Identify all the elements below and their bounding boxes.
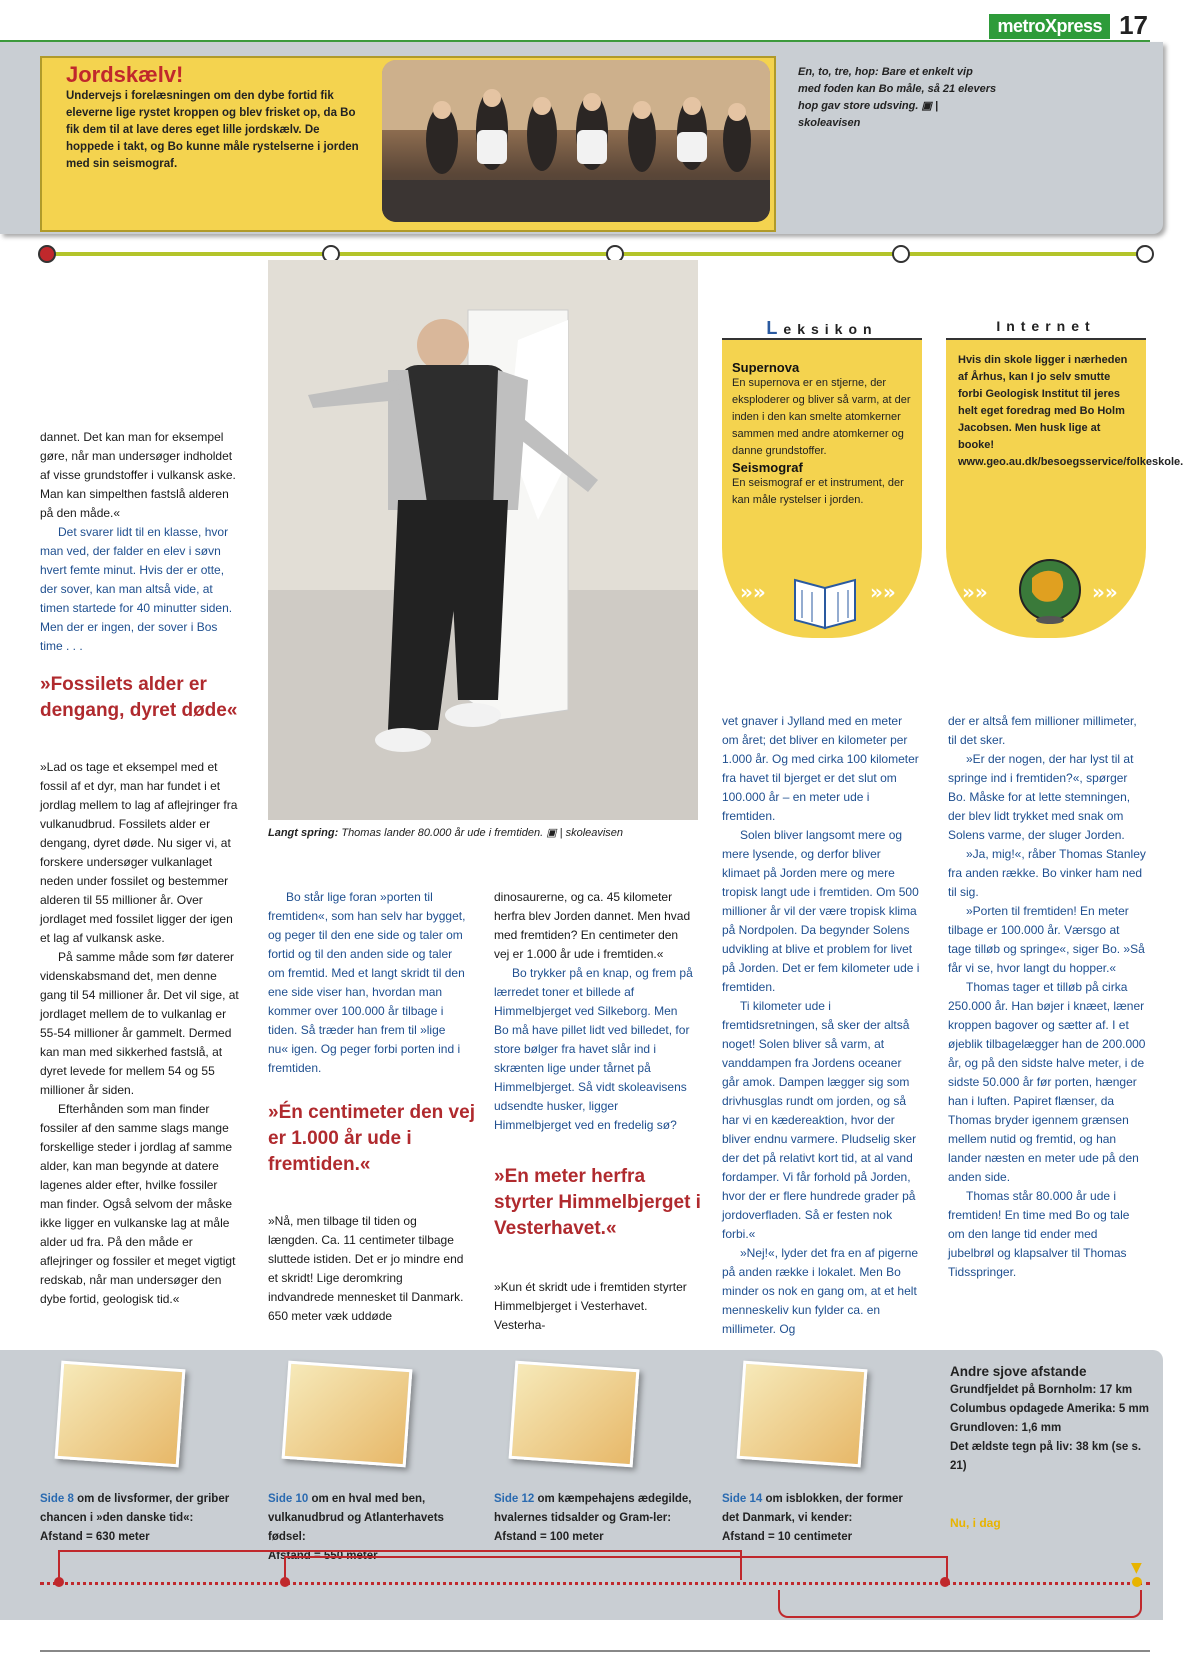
paragraph: Thomas står 80.000 år ude i fremtiden! En time med Bo og tale om den lange tid ender med jubelbrøl og klapsalver til Thomas Tidsspringer.: [948, 1189, 1130, 1279]
chevrons-icon: »»: [740, 580, 766, 604]
top-caption-text: En, to, tre, hop: Bare et enkelt vip med foden kan Bo måle, så 21 elevers hop gav store udsving.: [798, 66, 997, 112]
page-reference: Side 12: [494, 1493, 535, 1505]
paragraph: dannet. Det kan man for eksempel gøre, når man undersøger indholdet af visse grundstoffer i vulkansk aske. Man kan simpelthen fastslå alderen på den måde.«: [40, 430, 236, 520]
lexikon-content: [732, 360, 912, 509]
lexikon-rule: [722, 338, 922, 340]
nu-label: Nu, i dag: [950, 1516, 1001, 1530]
subheading: »En meter herfra styrter Himmelbjerget i Vesterhavet.«: [494, 1166, 701, 1239]
caption-bold: Langt spring:: [268, 827, 339, 839]
bottom-item-text: om de livsformer, der griber chancen i »den danske tid«:: [40, 1493, 230, 1524]
globe-icon: [1010, 548, 1090, 628]
bottom-item: [722, 1490, 922, 1547]
students-jumping-photo: [382, 60, 770, 222]
page-thumbnail: [282, 1361, 413, 1468]
timeline-point-now: [1132, 1577, 1142, 1587]
distance-label: Afstand = 630 meter: [40, 1531, 150, 1543]
subheading: »Én centimeter den vej er 1.000 år ude i fremtiden.«: [268, 1102, 475, 1175]
paragraph: »Nej!«, lyder det fra en af pigerne på anden række i lokalet. Men Bo minder os nok en gang om, at et helt menneskeliv kun fylder ca. en millimeter. Og: [722, 1246, 919, 1336]
chevrons-icon: »»: [962, 580, 988, 604]
internet-rule: [946, 338, 1146, 340]
article-column-3-cont: [494, 1278, 694, 1335]
page-reference: Side 10: [268, 1493, 309, 1505]
timeline-point: [940, 1577, 950, 1587]
arrow-down-icon: ▼: [1131, 1560, 1142, 1576]
andre-line: Grundloven: 1,6 mm: [950, 1422, 1062, 1434]
bottom-item: [40, 1490, 240, 1547]
andre-afstande: [950, 1362, 1150, 1476]
paragraph: Det svarer lidt til en klasse, hvor man ved, der falder en elev i søvn hvert femte minut. Hvis der er otte, der sover, kan man altså vide, at timen startede for 40 minutter siden. Men der er ingen, der sover i Bos time . . .: [40, 525, 233, 653]
andre-line: Columbus opdagede Amerika: 5 mm: [950, 1403, 1149, 1415]
lexikon-title: [722, 318, 922, 339]
brand-logo: metroXpress: [989, 14, 1110, 39]
page-reference: Side 8: [40, 1493, 74, 1505]
camera-icon: ▣: [921, 100, 932, 112]
chevrons-icon: »»: [870, 580, 896, 604]
timeline-point: [54, 1577, 64, 1587]
timeline-dot: [892, 245, 910, 263]
bottom-item-text: om en hval med ben, vulkanudbrud og Atlanterhavets fødsel:: [268, 1493, 444, 1543]
paragraph: Bo trykker på en knap, og frem på lærredet toner et billede af Himmelbjerget ved Silkeborg. Men Bo må have pillet lidt ved billedet, for store bølger fra havet slår ind i skrænten lige under tårnet på Himmelbjerget. Så vidt skoleavisens udsendte husker, ligger Himmelbjerget ved en fredelig sø?: [494, 966, 693, 1132]
andre-title: Andre sjove afstande: [950, 1364, 1087, 1379]
timeline-dot-start: [38, 245, 56, 263]
article-column-4: [722, 712, 920, 1339]
camera-icon: ▣: [546, 827, 557, 839]
article-column-2-cont: [268, 1212, 468, 1326]
paragraph: Solen bliver langsomt mere og mere lysende, og derfor bliver klimaet på Jorden mere og mere tropisk langt ude i fremtiden. Om 500 millioner år vil der være tropisk klima på Nordpolen. Da begynder Solens udvikling at blive et problem for livet på Jorden. Det er fem kilometer ude i fremtiden.: [722, 828, 920, 994]
top-caption-credit: | skoleavisen: [798, 100, 939, 129]
paragraph: vet gnaver i Jylland med en meter om året; det bliver en kilometer per 1.000 år. Og med cirka 100 kilometer fra havet til bjerget er det slut om 100.000 år – en meter ude i fremtiden.: [722, 714, 919, 823]
footer-divider: [40, 1650, 1150, 1652]
main-photo-caption: [268, 826, 698, 839]
internet-title: Internet: [996, 318, 1096, 334]
top-photo-caption: [798, 64, 998, 132]
timeline-point: [280, 1577, 290, 1587]
article-column-5: [948, 712, 1146, 1282]
caption-text: Thomas lander 80.000 år ude i fremtiden.: [341, 827, 544, 839]
thomas-jumping-photo: [268, 260, 698, 820]
paragraph: »Ja, mig!«, råber Thomas Stanley fra anden række. Bo vinker ham ned til sig.: [948, 847, 1146, 899]
paragraph: »Lad os tage et eksempel med et fossil af et dyr, man har fundet i et jordlag mellem to lag af aflejringer fra vulkanudbrud. Fossilets alder er dengang, dyret døde. Nu siger vi, at forskere undersøger vulkanlaget neden under fossilet og bestemmer alderen til 55 millioner år. Over jordlaget med fossilet ligger der igen et lag af vulkansk aske.: [40, 760, 238, 945]
lexikon-definition: En seismograf er et instrument, der kan måle rystelser i jorden.: [732, 477, 904, 506]
distance-label: Afstand = 100 meter: [494, 1531, 604, 1543]
thomas-jumping-illustration: [268, 260, 698, 820]
timeline-bar: [46, 252, 1144, 256]
distance-bracket: [778, 1590, 1142, 1618]
paragraph: dinosaurerne, og ca. 45 kilometer herfra blev Jorden dannet. Men hvad med fremtiden? En centimeter den vej er 1.000 år ude i fremtiden.«: [494, 890, 691, 961]
bottom-item: [494, 1490, 694, 1547]
distance-label: Afstand = 550 meter: [268, 1550, 378, 1562]
article-column-1: [40, 428, 240, 656]
lexikon-definition: En supernova er en stjerne, der eksploderer og bliver så varm, at der inden i den kan smelte atomkerner sammen med andre atomkerner og danne grundstoffer.: [732, 377, 911, 457]
lexikon-term: Seismograf: [732, 460, 803, 475]
paragraph: Bo står lige foran »porten til fremtiden«, som han selv har bygget, og peger til den ene side og taler om fortid og til den anden side og taler om fremtid. Med et langt skridt til den ene side viser han, hvordan man kommer over 100.000 år tilbage i tiden. Så træder han frem til »lige nu« igen. Og peger forbi porten ind i fremtiden.: [268, 890, 466, 1075]
internet-text: Hvis din skole ligger i nærheden af Århus, kan I jo selv smutte forbi Geologisk Institut til jeres helt eget foredrag med Bo Holm Jacobsen. Men husk lige at booke! www.geo.au.dk/besoegsservice/folkeskole.: [958, 354, 1184, 468]
paragraph: Efterhånden som man finder fossiler af den samme slags mange forskellige steder i jordlag af samme alder, kan man begynde at datere lagenes alder efter, hvilke fossiler man finder. Også selvom der måske ikke ligger en vulkanske lag at måle alder ud fra. På den måde er aflejringer og fossiler et meget vigtigt redskab, når man undersøger den dybe fortid, geologisk tid.«: [40, 1102, 236, 1306]
article-column-3: [494, 888, 694, 1135]
bottom-item-text: om isblokken, der former det Danmark, vi kender:: [722, 1493, 903, 1524]
lexikon-title-rest: eksikon: [783, 321, 878, 337]
page-thumbnail: [737, 1361, 868, 1468]
timeline-dot-end: [1136, 245, 1154, 263]
page-number: 17: [1119, 10, 1148, 40]
book-icon: [790, 570, 860, 630]
paragraph: På samme måde som før daterer videnskabsmand det, men denne gang til 54 millioner år. Det vil sige, at jordlaget mellem de to vulkanlag er 55-54 millioner år gammelt. Dermed kan man med sikkerhed fastslå, at dyret levede for mellem 54 og 55 millioner år siden.: [40, 950, 239, 1097]
paragraph: Thomas tager et tilløb på cirka 250.000 år. Han bøjer i knæet, læner kroppen bagover og sætter af. I et øjeblik tilbagelægger han de 200.000 år, og på den sidste halve meter, i de sidste 50.000 år før porten, hænger han i luften. Papiret flænser, da Thomas bryder igennem grænsen mellem nutid og fremtid, og han lander næsten en meter ude på den anden side.: [948, 980, 1146, 1184]
lexikon-term: Supernova: [732, 360, 800, 375]
paragraph: »Kun ét skridt ude i fremtiden styrter Himmelbjerget i Vesterhavet. Vesterha-: [494, 1280, 687, 1332]
chevrons-icon: »»: [1092, 580, 1118, 604]
andre-line: Det ældste tegn på liv: 38 km (se s. 21): [950, 1441, 1142, 1472]
paragraph: Ti kilometer ude i fremtidsretningen, så sker der altså noget! Solen bliver så varm, at vanddampen fra Jordens oceaner går amok. Dampen lægger sig som drivhusglas rundt om jorden, og så har vi en kædereaktion, hvor der bliver endnu varmere. Pludselig sker der det på relativt kort tid, at al vand fordamper. Vi får forhold på Jorden, hvor der er flere hundrede grader på jordoverfladen. Så er festen nok forbi.«: [722, 999, 917, 1241]
page-thumbnail: [509, 1361, 640, 1468]
page-thumbnail: [55, 1361, 186, 1468]
paragraph: »Nå, men tilbage til tiden og længden. Ca. 11 centimeter tilbage sluttede istiden. Det er jo mindre end et skridt! Lige deromkring indvandrede mennesket til Danmark. 650 meter væk uddøde: [268, 1214, 464, 1323]
paragraph: der er altså fem millioner millimeter, til det sker.: [948, 714, 1137, 747]
jordskaelv-text: Undervejs i forelæsningen om den dybe fortid fik eleverne lige rystet kroppen og blev frisket op, da Bo fik dem til at lave deres eget lille jordskælv. De hoppede i takt, og Bo kunne måle rystelserne i jorden med sin seismograf.: [66, 90, 359, 170]
students-jumping-illustration: [382, 60, 770, 222]
subheading: »Fossilets alder er dengang, dyret døde«: [40, 674, 238, 721]
article-column-1-cont: [40, 758, 240, 1309]
paragraph: »Porten til fremtiden! En meter tilbage er 100.000 år. Værsgo at tage tilløb og springe«, siger Bo. »Så får vi se, hvor langt du hopper.«: [948, 904, 1145, 975]
caption-credit: | skoleavisen: [559, 827, 624, 839]
bottom-item-text: om kæmpehajens ædegilde, hvalernes tidsalder og Gram-ler:: [494, 1493, 692, 1524]
jordskaelv-title: Jordskælv!: [66, 62, 184, 87]
lexikon-title-initial: L: [766, 318, 784, 338]
paragraph: »Er der nogen, der har lyst til at springe ind i fremtiden?«, spørger Bo. Måske for at lette stemningen, der blev lidt trykket med snak om Solens varme, der sluger Jorden.: [948, 752, 1134, 842]
article-column-2: [268, 888, 468, 1078]
distance-bracket: [284, 1556, 948, 1586]
distance-label: Afstand = 10 centimeter: [722, 1531, 853, 1543]
page-reference: Side 14: [722, 1493, 763, 1505]
andre-line: Grundfjeldet på Bornholm: 17 km: [950, 1384, 1133, 1396]
